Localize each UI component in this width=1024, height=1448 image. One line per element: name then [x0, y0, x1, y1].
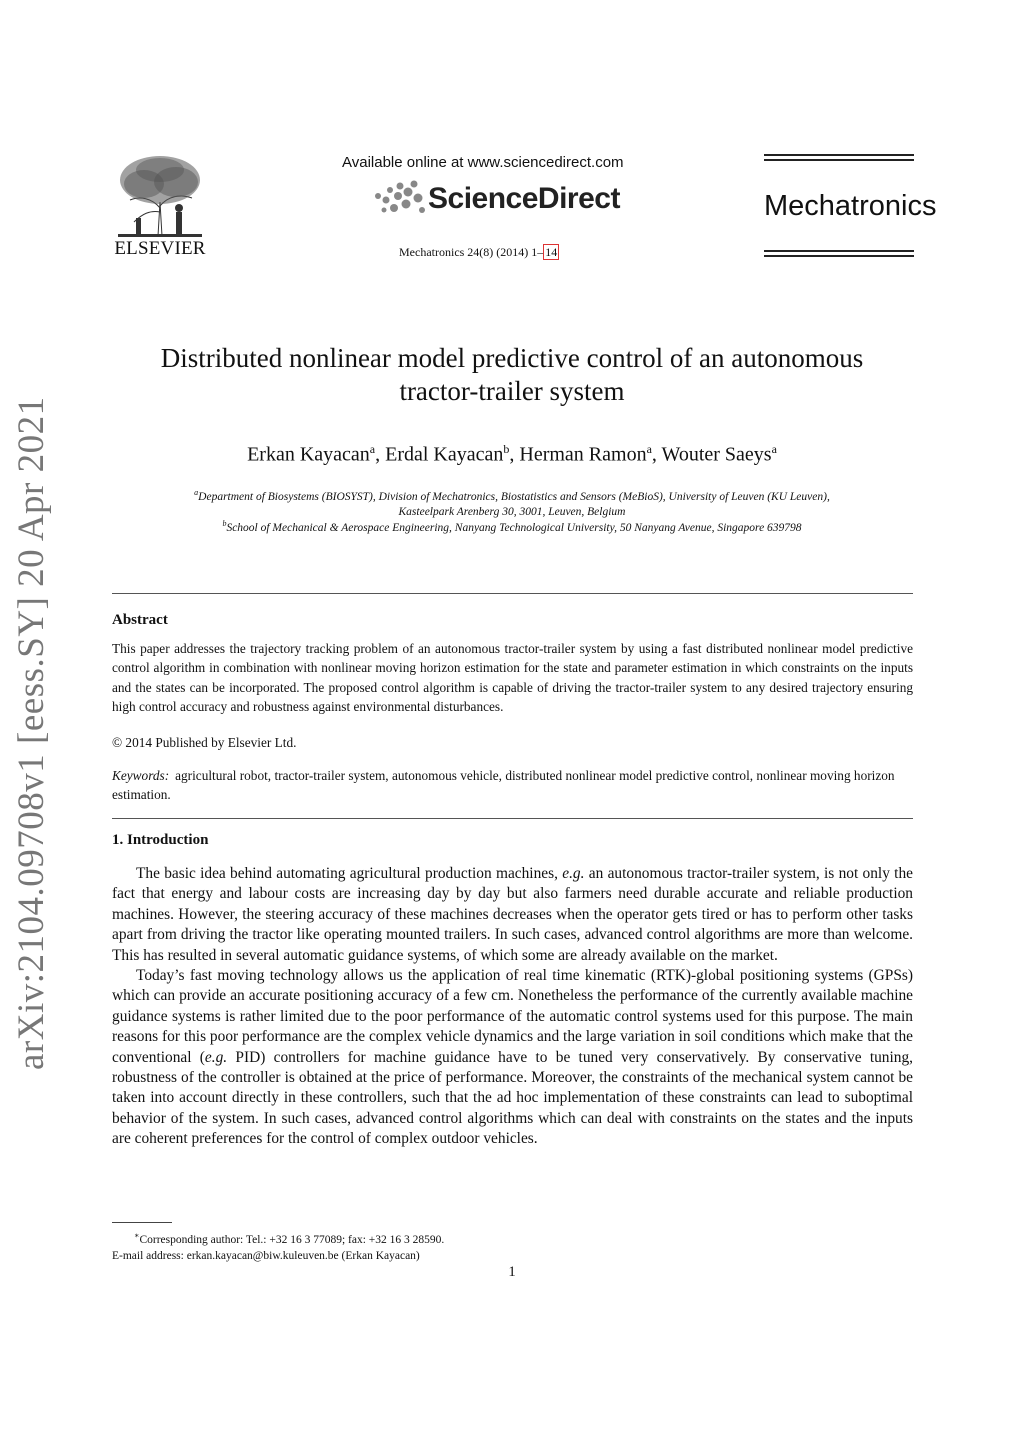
copyright-notice: © 2014 Published by Elsevier Ltd.	[112, 735, 297, 750]
author-separator: ,	[509, 443, 520, 466]
text-run: an autonomous tractor-trailer system, is not only the fact that energy and labour costs are increasing day by day but also farmers need durable accurate and reliable production machines. However, the steering accuracy of these machines decreases when the operator gets tired or has to perform other tasks apart from driving the tractor like operating mounted trailers. In such cases, advanced control algorithms are more than welcome. This has resulted in several automatic guidance systems, of which some are already available on the market.	[112, 865, 913, 964]
author-affil-mark: a	[369, 442, 376, 456]
abstract-heading: Abstract	[112, 612, 168, 628]
paragraph	[112, 864, 913, 966]
footnote	[112, 1228, 444, 1264]
journal-name: Mechatronics	[764, 190, 937, 222]
journal-rule-top-2	[764, 159, 914, 161]
elsevier-wordmark: ELSEVIER	[114, 238, 206, 259]
text-run-italic: e.g.	[204, 1048, 228, 1066]
author-affil-mark: a	[771, 442, 777, 456]
title-line-2: tractor-trailer system	[399, 376, 625, 406]
paragraph	[112, 966, 913, 1150]
author-name: Herman Ramon	[519, 443, 647, 466]
footnote-mark: ∗	[134, 1231, 140, 1240]
text-run: The basic idea behind automating agricultural production machines,	[136, 865, 563, 882]
affil-a-line-1: Department of Biosystems (BIOSYST), Division of Mechatronics, Biostatistics and Sensors (MeBioS), University of Leuven (KU Leuven),	[198, 490, 830, 503]
author-separator: ,	[651, 443, 662, 466]
author-separator: ,	[375, 443, 386, 466]
available-online-text: Available online at www.sciencedirect.com	[342, 154, 624, 171]
footnote-line-1: Corresponding author: Tel.: +32 16 3 77089; fax: +32 16 3 28590.	[139, 1233, 445, 1246]
abstract-text: This paper addresses the trajectory tracking problem of an autonomous tractor-trailer system by using a fast distributed nonlinear model predictive control algorithm in combination with nonlinear moving horizon estimation for the state and parameter estimation in which constraints on the inputs and the states can be incorporated. The proposed control algorithm is capable of driving the tractor-trailer system to any desired trajectory ensuring high control accuracy and robustness against environmental disturbances.	[112, 641, 913, 715]
text-run: Today’s fast moving technology allows us the application of real time kinematic (RTK)-global positioning systems (GPSs) which can provide an accurate positioning accuracy of a few cm. Nonetheless the performance of the currently available machine guidance systems is rather limited due to the poor performance of the automatic control systems used for this purpose. The main reasons for this poor performance are the complex vehicle dynamics and the large variation in soil conditions which make that the conventional (	[112, 967, 913, 1066]
section-heading-introduction: 1. Introduction	[112, 832, 209, 848]
keywords-text: agricultural robot, tractor-trailer system, autonomous vehicle, distributed nonlinear model predictive control, nonlinear moving horizon estimation.	[112, 768, 895, 802]
journal-rule-bottom-2	[764, 255, 914, 257]
journal-rule-bottom-1	[764, 250, 914, 252]
page-number: 1	[508, 1264, 516, 1280]
affil-b-line: School of Mechanical & Aerospace Engineering, Nanyang Technological University, 50 Nanyang Avenue, Singapore 639798	[226, 521, 802, 534]
sciencedirect-logo	[370, 178, 620, 222]
citation-lastpage-link[interactable]: 14	[545, 245, 558, 259]
sciencedirect-dots-icon	[370, 178, 432, 218]
author-name: Erkan Kayacan	[247, 443, 370, 466]
author-list	[112, 442, 912, 467]
author-affil-mark: b	[503, 442, 510, 456]
citation-text: Mechatronics 24(8) (2014) 1–	[399, 245, 544, 259]
footnote-rule	[112, 1222, 172, 1223]
affiliation-a	[112, 485, 912, 520]
journal-rule-top-1	[764, 154, 914, 156]
elsevier-logo	[110, 152, 210, 262]
elsevier-tree-icon	[114, 152, 206, 238]
keywords	[112, 766, 913, 804]
author-name: Erdal Kayacan	[385, 443, 504, 466]
affil-mark-a: a	[194, 488, 199, 497]
author-affil-mark: a	[646, 442, 652, 456]
arxiv-stamp: arXiv:2104.09708v1 [eess.SY] 20 Apr 2021	[11, 396, 52, 1070]
affiliation-b	[112, 516, 912, 536]
footnote-line-2: E-mail address: erkan.kayacan@biw.kuleuven.be (Erkan Kayacan)	[112, 1249, 420, 1262]
text-run: PID) controllers for machine guidance have to be tuned very conservatively. By conservative tuning, robustness of the controller is obtained at the price of performance. Moreover, the constraints of the mechanical system cannot be taken into account directly in these controllers, such that the ad hoc implementation of these constraints can lead to suboptimal behavior of the system. In such cases, advanced control algorithms which can deal with constraints on the states and the inputs are coherent preferences for the control of complex outdoor vehicles.	[112, 1048, 913, 1148]
journal-citation	[399, 245, 559, 260]
title-line-1: Distributed nonlinear model predictive control of an autonomous	[160, 343, 864, 373]
sciencedirect-wordmark: ScienceDirect	[428, 182, 620, 215]
introduction-body	[112, 864, 913, 1150]
affil-mark-b: b	[222, 519, 227, 528]
keywords-label: Keywords:	[112, 768, 170, 783]
text-run-italic: e.g.	[562, 865, 585, 882]
affil-a-line-2: Kasteelpark Arenberg 30, 3001, Leuven, Belgium	[398, 505, 626, 518]
abstract-rule-bottom	[112, 818, 913, 819]
paper-title	[112, 342, 912, 408]
abstract-rule-top	[112, 593, 913, 594]
author-name: Wouter Saeys	[661, 443, 772, 466]
